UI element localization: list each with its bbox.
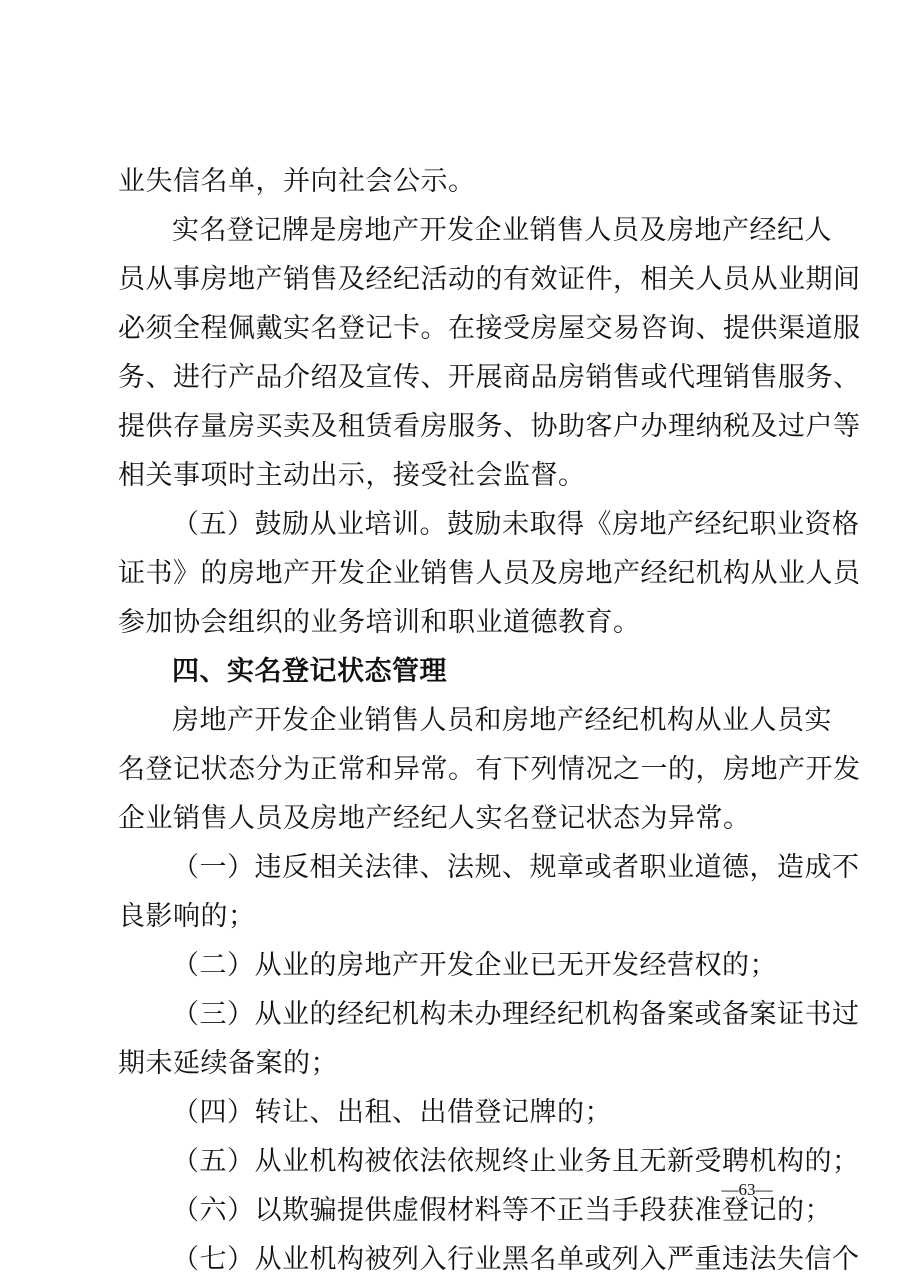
text-line-20: （四）转让、出租、出借登记牌的； (172, 1097, 612, 1128)
text-line-6: 提供存量房买卖及租赁看房服务、协助客户办理纳税及过户等 (118, 411, 861, 442)
text-line-7: 相关事项时主动出示，接受社会监督。 (118, 460, 586, 491)
text-line-2: 实名登记牌是房地产开发企业销售人员及房地产经纪人 (172, 215, 832, 246)
text-line-3: 员从事房地产销售及经纪活动的有效证件，相关人员从业期间 (118, 264, 861, 295)
text-line-12: 房地产开发企业销售人员和房地产经纪机构从业人员实 (172, 705, 832, 736)
page-number: —63— (721, 1180, 773, 1199)
text-line-14: 企业销售人员及房地产经纪人实名登记状态为异常。 (118, 803, 751, 834)
text-line-18: （三）从业的经纪机构未办理经纪机构备案或备案证书过 (172, 999, 860, 1030)
text-line-8: （五）鼓励从业培训。鼓励未取得《房地产经纪职业资格 (172, 509, 860, 540)
text-line-9: 证书》的房地产开发企业销售人员及房地产经纪机构从业人员 (118, 558, 861, 589)
text-line-23: （七）从业机构被列入行业黑名单或列入严重违法失信个 (172, 1244, 860, 1275)
text-line-13: 名登记状态分为正常和异常。有下列情况之一的，房地产开发 (118, 754, 861, 785)
text-line-17: （二）从业的房地产开发企业已无开发经营权的； (172, 950, 777, 981)
text-line-19: 期未延续备案的； (118, 1048, 338, 1079)
text-line-22: （六）以欺骗提供虚假材料等不正当手段获准登记的； (172, 1195, 832, 1226)
text-line-4: 必须全程佩戴实名登记卡。在接受房屋交易咨询、提供渠道服 (118, 313, 861, 344)
section-heading: 四、实名登记状态管理 (172, 656, 447, 687)
text-line-16: 良影响的； (118, 901, 256, 932)
text-line-5: 务、进行产品介绍及宣传、开展商品房销售或代理销售服务、 (118, 362, 861, 393)
text-line-10: 参加协会组织的业务培训和职业道德教育。 (118, 607, 641, 638)
text-line-15: （一）违反相关法律、法规、规章或者职业道德，造成不 (172, 852, 860, 883)
text-line-21: （五）从业机构被依法依规终止业务且无新受聘机构的； (172, 1146, 860, 1177)
text-line-1: 业失信名单，并向社会公示。 (118, 166, 476, 197)
